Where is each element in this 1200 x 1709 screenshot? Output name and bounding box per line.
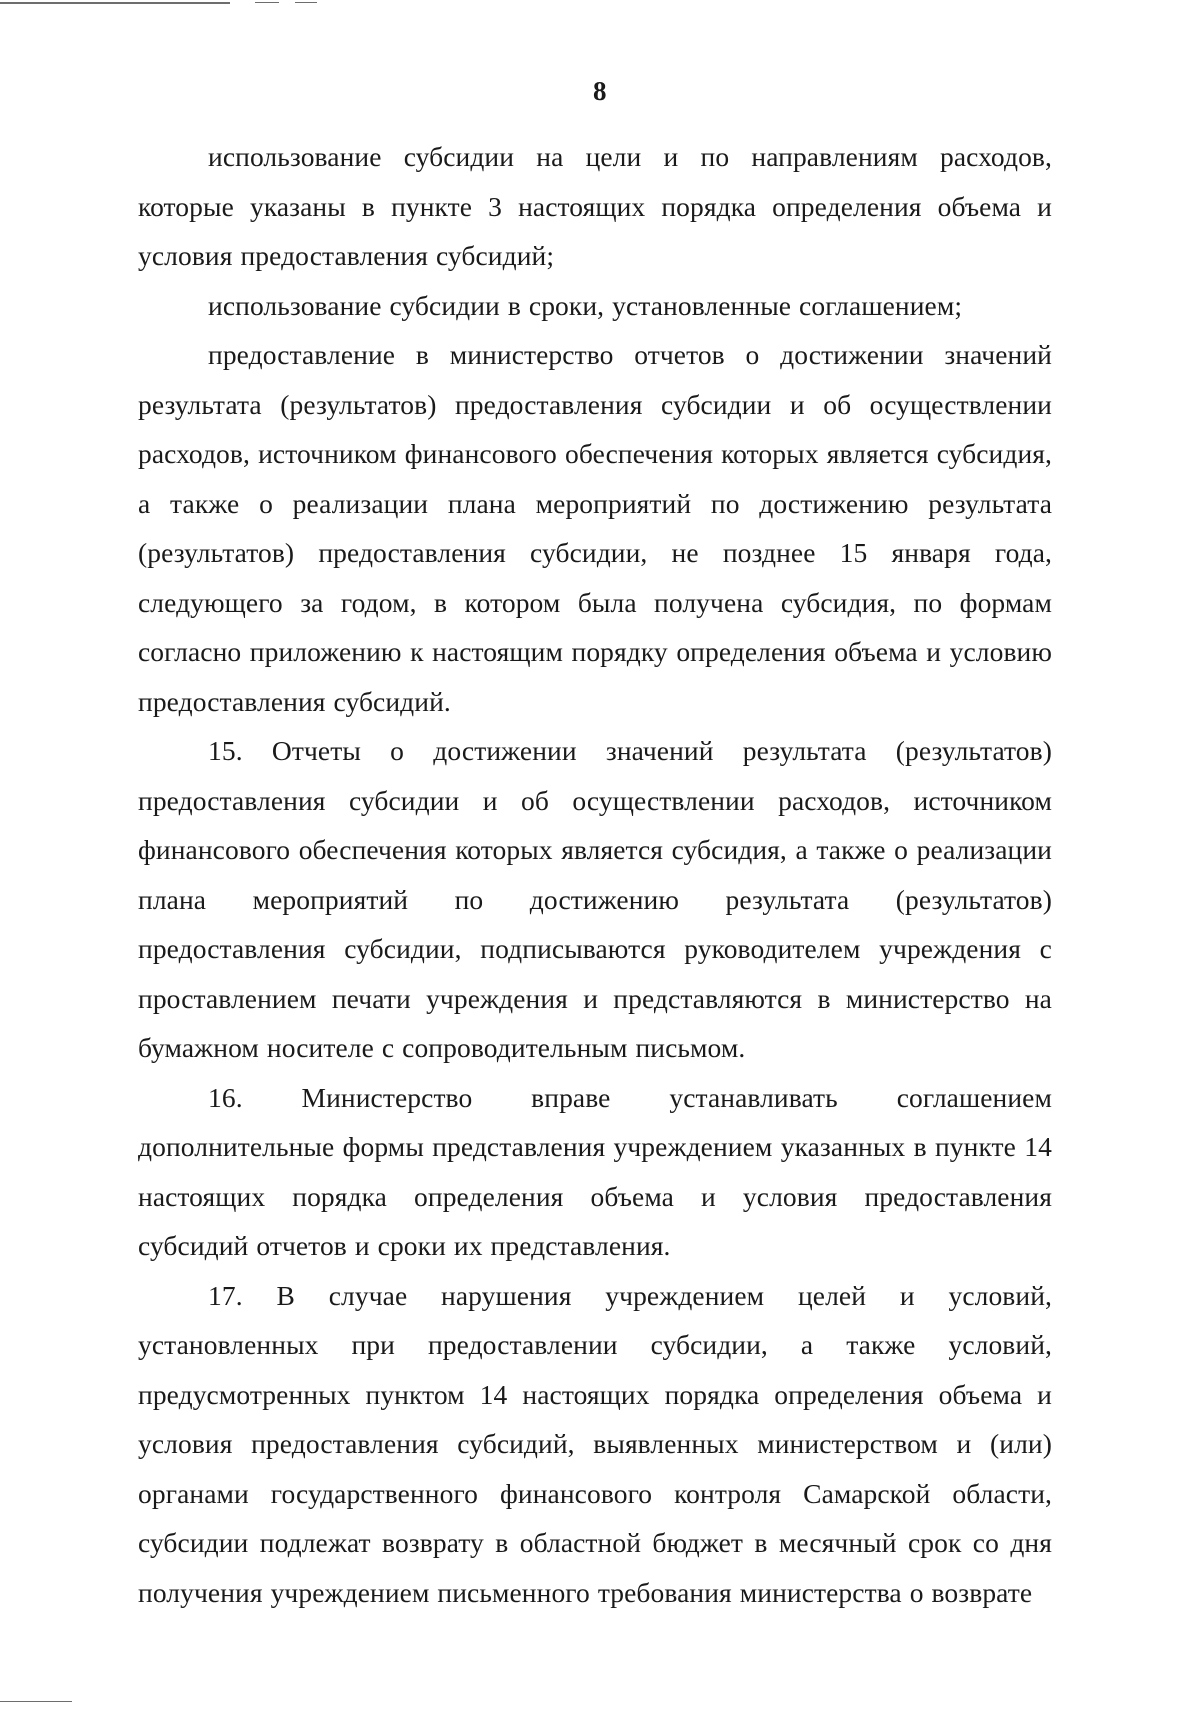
paragraph-subsidy-use-terms: использование субсидии в сроки, установленные соглашением; [208,289,963,321]
paragraph-subsidy-use-purpose: использование субсидии на цели и по направлениям расходов, которые указаны в пункте 3 настоящих порядка определения объема и условия предоставления субсидий; [138,141,1052,271]
scan-artifact-top-dash-1 [255,2,279,3]
paragraph-clause-15: 15. Отчеты о достижении значений результата (результатов) предоставления субсидии и об осуществлении расходов, источником финансового обеспечения которых является субсидия, а также о реализации плана мероприятий по достижению результата (результатов) предоставления субсидии, подписываются руководителем учреждения с проставлением печати учреждения и представляются в министерство на бумажном носителе с сопроводительным письмом. [138,735,1052,1063]
scan-artifact-top-line [0,2,230,4]
scan-artifact-bottom-line [0,1701,72,1702]
paragraph-clause-16: 16. Министерство вправе устанавливать соглашением дополнительные формы представления учреждением указанных в пункте 14 настоящих порядка определения объема и условия предоставления субсидий отчетов и сроки их представления. [138,1081,1052,1261]
document-body [138,132,1052,1617]
paragraph-report-submission: предоставление в министерство отчетов о достижении значений результата (результатов) предоставления субсидии и об осуществлении расходов, источником финансового обеспечения которых является субсидия, а также о реализации плана мероприятий по достижению результата (результатов) предоставления субсидии, не позднее 15 января года, следующего за годом, в котором была получена субсидия, по формам согласно приложению к настоящим порядку определения объема и условию предоставления субсидий. [138,339,1052,717]
paragraph-clause-17: 17. В случае нарушения учреждением целей и условий, установленных при предоставлении субсидии, а также условий, предусмотренных пунктом 14 настоящих порядка определения объема и условия предоставления субсидий, выявленных министерством и (или) органами государственного финансового контроля Самарской области, субсидии подлежат возврату в областной бюджет в месячный срок со дня получения учреждением письменного требования министерства о возврате [138,1279,1052,1608]
scan-artifact-top-dash-2 [295,2,317,3]
page-number: 8 [593,76,607,106]
